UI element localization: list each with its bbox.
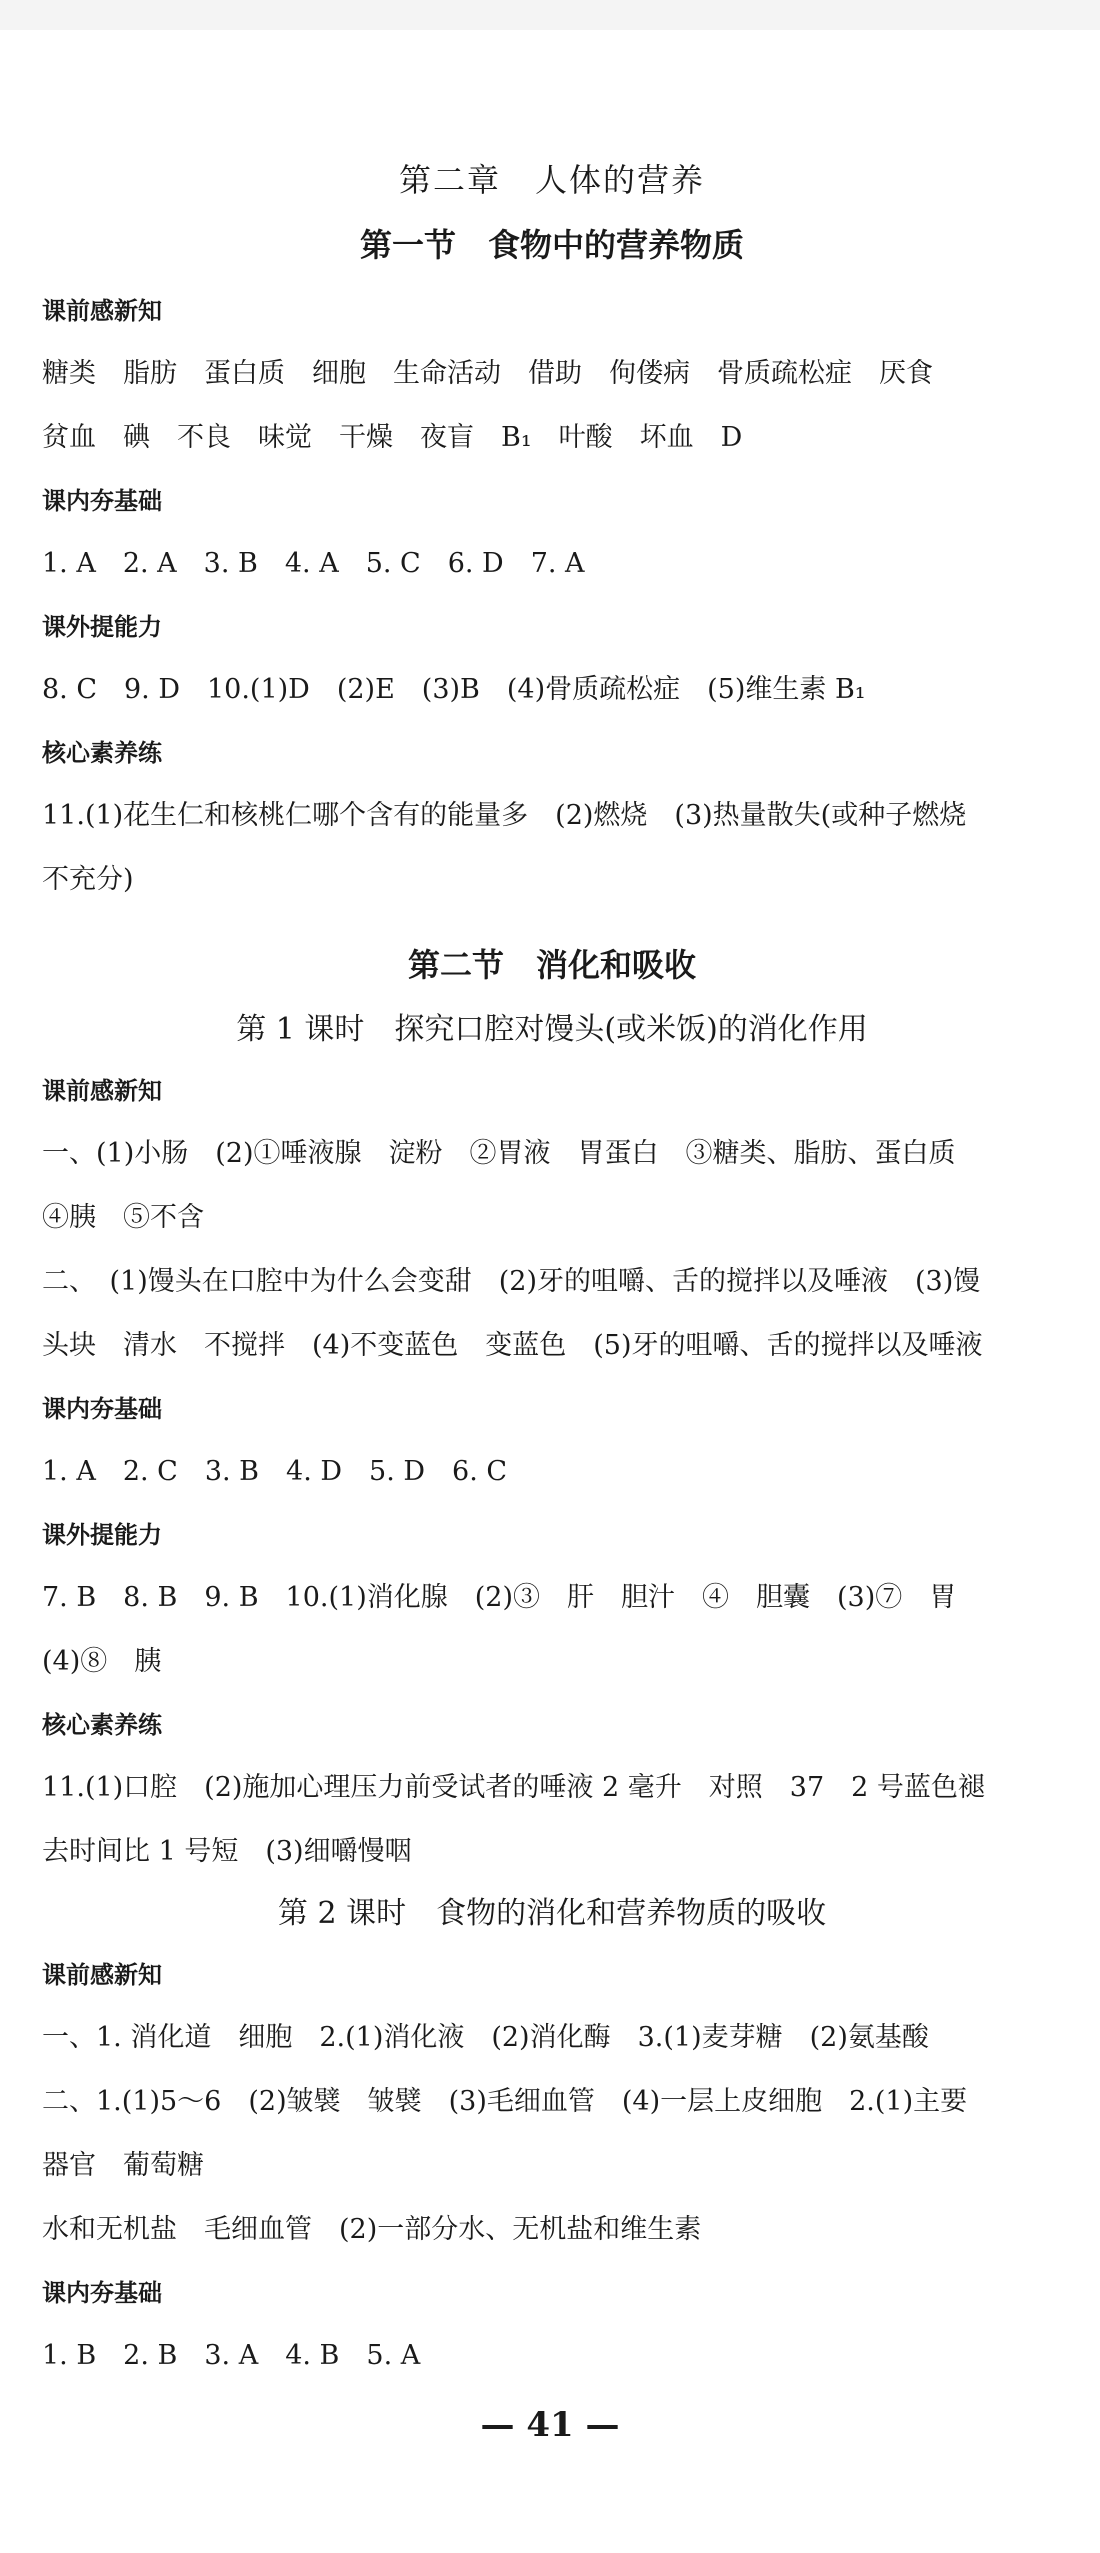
answer-line: 1. B 2. B 3. A 4. B 5. A <box>42 2340 421 2371</box>
chapter-title: 第二章 人体的营养 <box>398 161 705 199</box>
heading-after-class: 课外提能力 <box>42 613 162 641</box>
top-margin-band <box>0 0 1100 30</box>
answer-line: 1. A 2. C 3. B 4. D 5. D 6. C <box>42 1456 508 1487</box>
answer-line: 一、1. 消化道 细胞 2.(1)消化液 (2)消化酶 3.(1)麦芽糖 (2)氨基酸 <box>42 2022 929 2053</box>
answer-page <box>42 150 1062 2388</box>
answer-line: 器官 葡萄糖 <box>42 2150 204 2181</box>
heading-in-class: 课内夯基础 <box>42 1395 162 1423</box>
section-title: 第二节 消化和吸收 <box>407 946 696 984</box>
answer-line: 7. B 8. B 9. B 10.(1)消化腺 (2)③ 肝 胆汁 ④ 胆囊 (3)⑦ 胃 <box>42 1582 957 1613</box>
heading-pre-class: 课前感新知 <box>42 297 162 325</box>
heading-core-literacy: 核心素养练 <box>42 739 162 767</box>
answer-line: 11.(1)花生仁和核桃仁哪个含有的能量多 (2)燃烧 (3)热量散失(或种子燃烧 <box>42 800 967 831</box>
answer-line: 水和无机盐 毛细血管 (2)一部分水、无机盐和维生素 <box>42 2214 702 2245</box>
section-title: 第一节 食物中的营养物质 <box>359 226 744 264</box>
answer-line: 头块 清水 不搅拌 (4)不变蓝色 变蓝色 (5)牙的咀嚼、舌的搅拌以及唾液 <box>42 1330 983 1361</box>
heading-pre-class: 课前感新知 <box>42 1077 162 1105</box>
answer-line: 贫血 碘 不良 味觉 干燥 夜盲 B₁ 叶酸 坏血 D <box>42 422 743 453</box>
answer-line: 1. A 2. A 3. B 4. A 5. C 6. D 7. A <box>42 548 585 579</box>
lesson-title: 第 2 课时 食物的消化和营养物质的吸收 <box>277 1896 827 1931</box>
answer-line: 去时间比 1 号短 (3)细嚼慢咽 <box>42 1836 412 1867</box>
answer-line: ④胰 ⑤不含 <box>42 1202 204 1233</box>
answer-line: 不充分) <box>42 864 134 895</box>
answer-line: 8. C 9. D 10.(1)D (2)E (3)B (4)骨质疏松症 (5)维生素 B₁ <box>42 674 866 705</box>
lesson-title: 第 1 课时 探究口腔对馒头(或米饭)的消化作用 <box>236 1012 868 1047</box>
heading-after-class: 课外提能力 <box>42 1521 162 1549</box>
answer-line: (4)⑧ 胰 <box>42 1646 162 1677</box>
page-number: — 41 — <box>480 2405 620 2445</box>
heading-in-class: 课内夯基础 <box>42 2279 162 2307</box>
answer-line: 二、1.(1)5～6 (2)皱襞 皱襞 (3)毛细血管 (4)一层上皮细胞 2.(1)主要 <box>42 2086 968 2117</box>
answer-line: 二、 (1)馒头在口腔中为什么会变甜 (2)牙的咀嚼、舌的搅拌以及唾液 (3)馒 <box>42 1266 981 1297</box>
heading-pre-class: 课前感新知 <box>42 1961 162 1989</box>
heading-in-class: 课内夯基础 <box>42 487 162 515</box>
answer-line: 糖类 脂肪 蛋白质 细胞 生命活动 借助 佝偻病 骨质疏松症 厌食 <box>42 358 933 389</box>
answer-line: 一、(1)小肠 (2)①唾液腺 淀粉 ②胃液 胃蛋白 ③糖类、脂肪、蛋白质 <box>42 1138 956 1169</box>
answer-line: 11.(1)口腔 (2)施加心理压力前受试者的唾液 2 毫升 对照 37 2 号蓝色褪 <box>42 1772 985 1803</box>
heading-core-literacy: 核心素养练 <box>42 1711 162 1739</box>
